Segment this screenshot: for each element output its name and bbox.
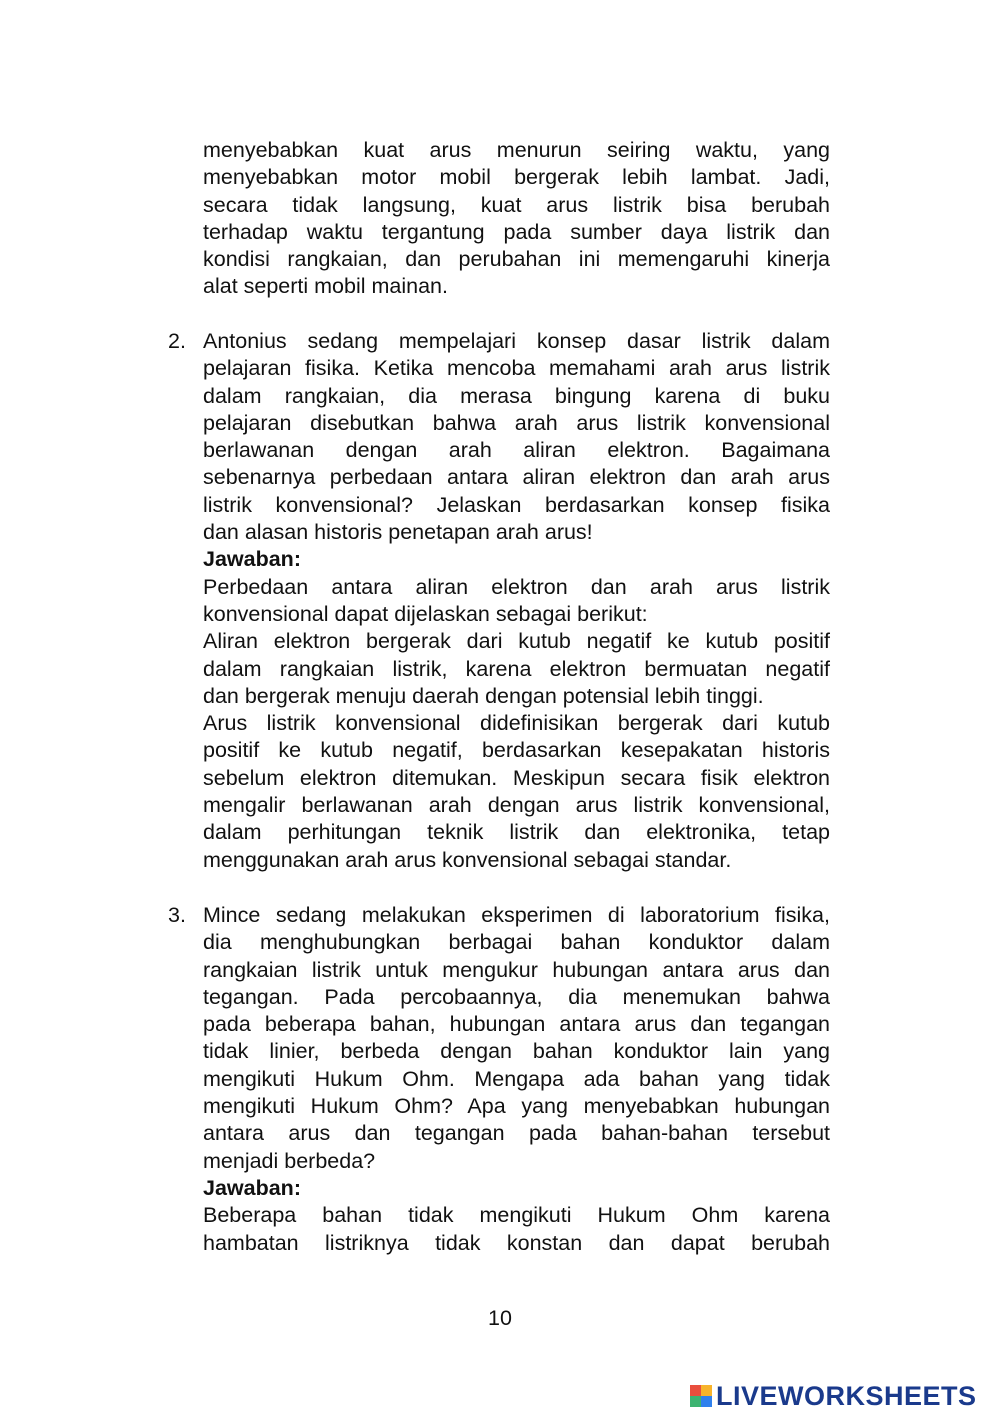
liveworksheets-logo-icon bbox=[690, 1385, 712, 1407]
question-line: mengikuti Hukum Ohm? Apa yang menyebabkan hubungan bbox=[203, 1094, 830, 1119]
answer-line: konvensional dapat dijelaskan sebagai berikut: bbox=[203, 601, 648, 626]
answer-line: menggunakan arah arus konvensional sebagai standar. bbox=[203, 847, 732, 872]
question-line: tegangan. Pada percobaannya, dia menemukan bahwa bbox=[203, 984, 830, 1009]
logo-square-green bbox=[690, 1396, 701, 1407]
question-line: dan alasan historis penetapan arah arus! bbox=[203, 520, 593, 545]
liveworksheets-watermark bbox=[690, 1381, 977, 1411]
logo-square-blue bbox=[701, 1396, 712, 1407]
question-line: mengikuti Hukum Ohm. Mengapa ada bahan yang tidak bbox=[203, 1066, 830, 1091]
question-line: Mince sedang melakukan eksperimen di laboratorium fisika, bbox=[203, 903, 830, 927]
question-line: dalam rangkaian, dia merasa bingung karena di buku bbox=[203, 383, 830, 408]
question-line: pelajaran disebutkan bahwa arah arus listrik konvensional bbox=[203, 410, 830, 435]
question-line: sebenarnya perbedaan antara aliran elektron dan arah arus bbox=[203, 465, 830, 490]
text-line: secara tidak langsung, kuat arus listrik bisa berubah bbox=[203, 192, 830, 217]
answer-line: dalam rangkaian listrik, karena elektron bermuatan negatif bbox=[203, 656, 830, 681]
answer-line: sebelum elektron ditemukan. Meskipun secara fisik elektron bbox=[203, 765, 830, 790]
answer-line: Beberapa bahan tidak mengikuti Hukum Ohm karena bbox=[203, 1203, 830, 1228]
answer-line: dan bergerak menuju daerah dengan potensial lebih tinggi. bbox=[203, 683, 764, 708]
text-line: alat seperti mobil mainan. bbox=[203, 274, 448, 299]
question-line: pelajaran fisika. Ketika mencoba memahami arah arus listrik bbox=[203, 356, 830, 381]
question-2-number: 2. bbox=[168, 329, 186, 353]
question-line: pada beberapa bahan, hubungan antara arus dan tegangan bbox=[203, 1012, 830, 1037]
answer-line: positif ke kutub negatif, berdasarkan kesepakatan historis bbox=[203, 738, 830, 763]
question-3 bbox=[203, 902, 830, 1257]
text-line: kondisi rangkaian, dan perubahan ini memengaruhi kinerja bbox=[203, 247, 830, 272]
question-line: dia menghubungkan berbagai bahan konduktor dalam bbox=[203, 930, 830, 955]
question-line: rangkaian listrik untuk mengukur hubungan antara arus dan bbox=[203, 957, 830, 982]
page-number: 10 bbox=[488, 1306, 512, 1330]
logo-square-yellow bbox=[701, 1385, 712, 1396]
text-line: terhadap waktu tergantung pada sumber daya listrik dan bbox=[203, 219, 830, 244]
logo-square-red bbox=[690, 1385, 701, 1396]
answer-label: Jawaban: bbox=[203, 1175, 301, 1200]
answer-line: dalam perhitungan teknik listrik dan elektronika, tetap bbox=[203, 820, 830, 845]
answer-line: Perbedaan antara aliran elektron dan arah arus listrik bbox=[203, 574, 830, 599]
answer-line: Arus listrik konvensional didefinisikan bergerak dari kutub bbox=[203, 711, 830, 736]
answer-line: hambatan listriknya tidak konstan dan dapat berubah bbox=[203, 1230, 830, 1255]
question-line: tidak linier, berbeda dengan bahan konduktor lain yang bbox=[203, 1039, 830, 1064]
question-line: Antonius sedang mempelajari konsep dasar listrik dalam bbox=[203, 329, 830, 353]
continuation-paragraph bbox=[203, 137, 830, 301]
text-line: menyebabkan motor mobil bergerak lebih lambat. Jadi, bbox=[203, 165, 830, 190]
question-line: listrik konvensional? Jelaskan berdasarkan konsep fisika bbox=[203, 492, 830, 517]
brand-name: LIVEWORKSHEETS bbox=[716, 1380, 977, 1411]
question-line: menjadi berbeda? bbox=[203, 1148, 376, 1173]
question-2 bbox=[203, 328, 830, 874]
question-3-number: 3. bbox=[168, 903, 186, 927]
answer-line: mengalir berlawanan arah dengan arus listrik konvensional, bbox=[203, 793, 830, 818]
answer-line: Aliran elektron bergerak dari kutub negatif ke kutub positif bbox=[203, 629, 830, 654]
question-line: antara arus dan tegangan pada bahan-bahan tersebut bbox=[203, 1121, 830, 1146]
question-line: berlawanan dengan arah aliran elektron. Bagaimana bbox=[203, 438, 830, 463]
text-line: menyebabkan kuat arus menurun seiring waktu, yang bbox=[203, 138, 830, 162]
answer-label: Jawaban: bbox=[203, 547, 301, 572]
